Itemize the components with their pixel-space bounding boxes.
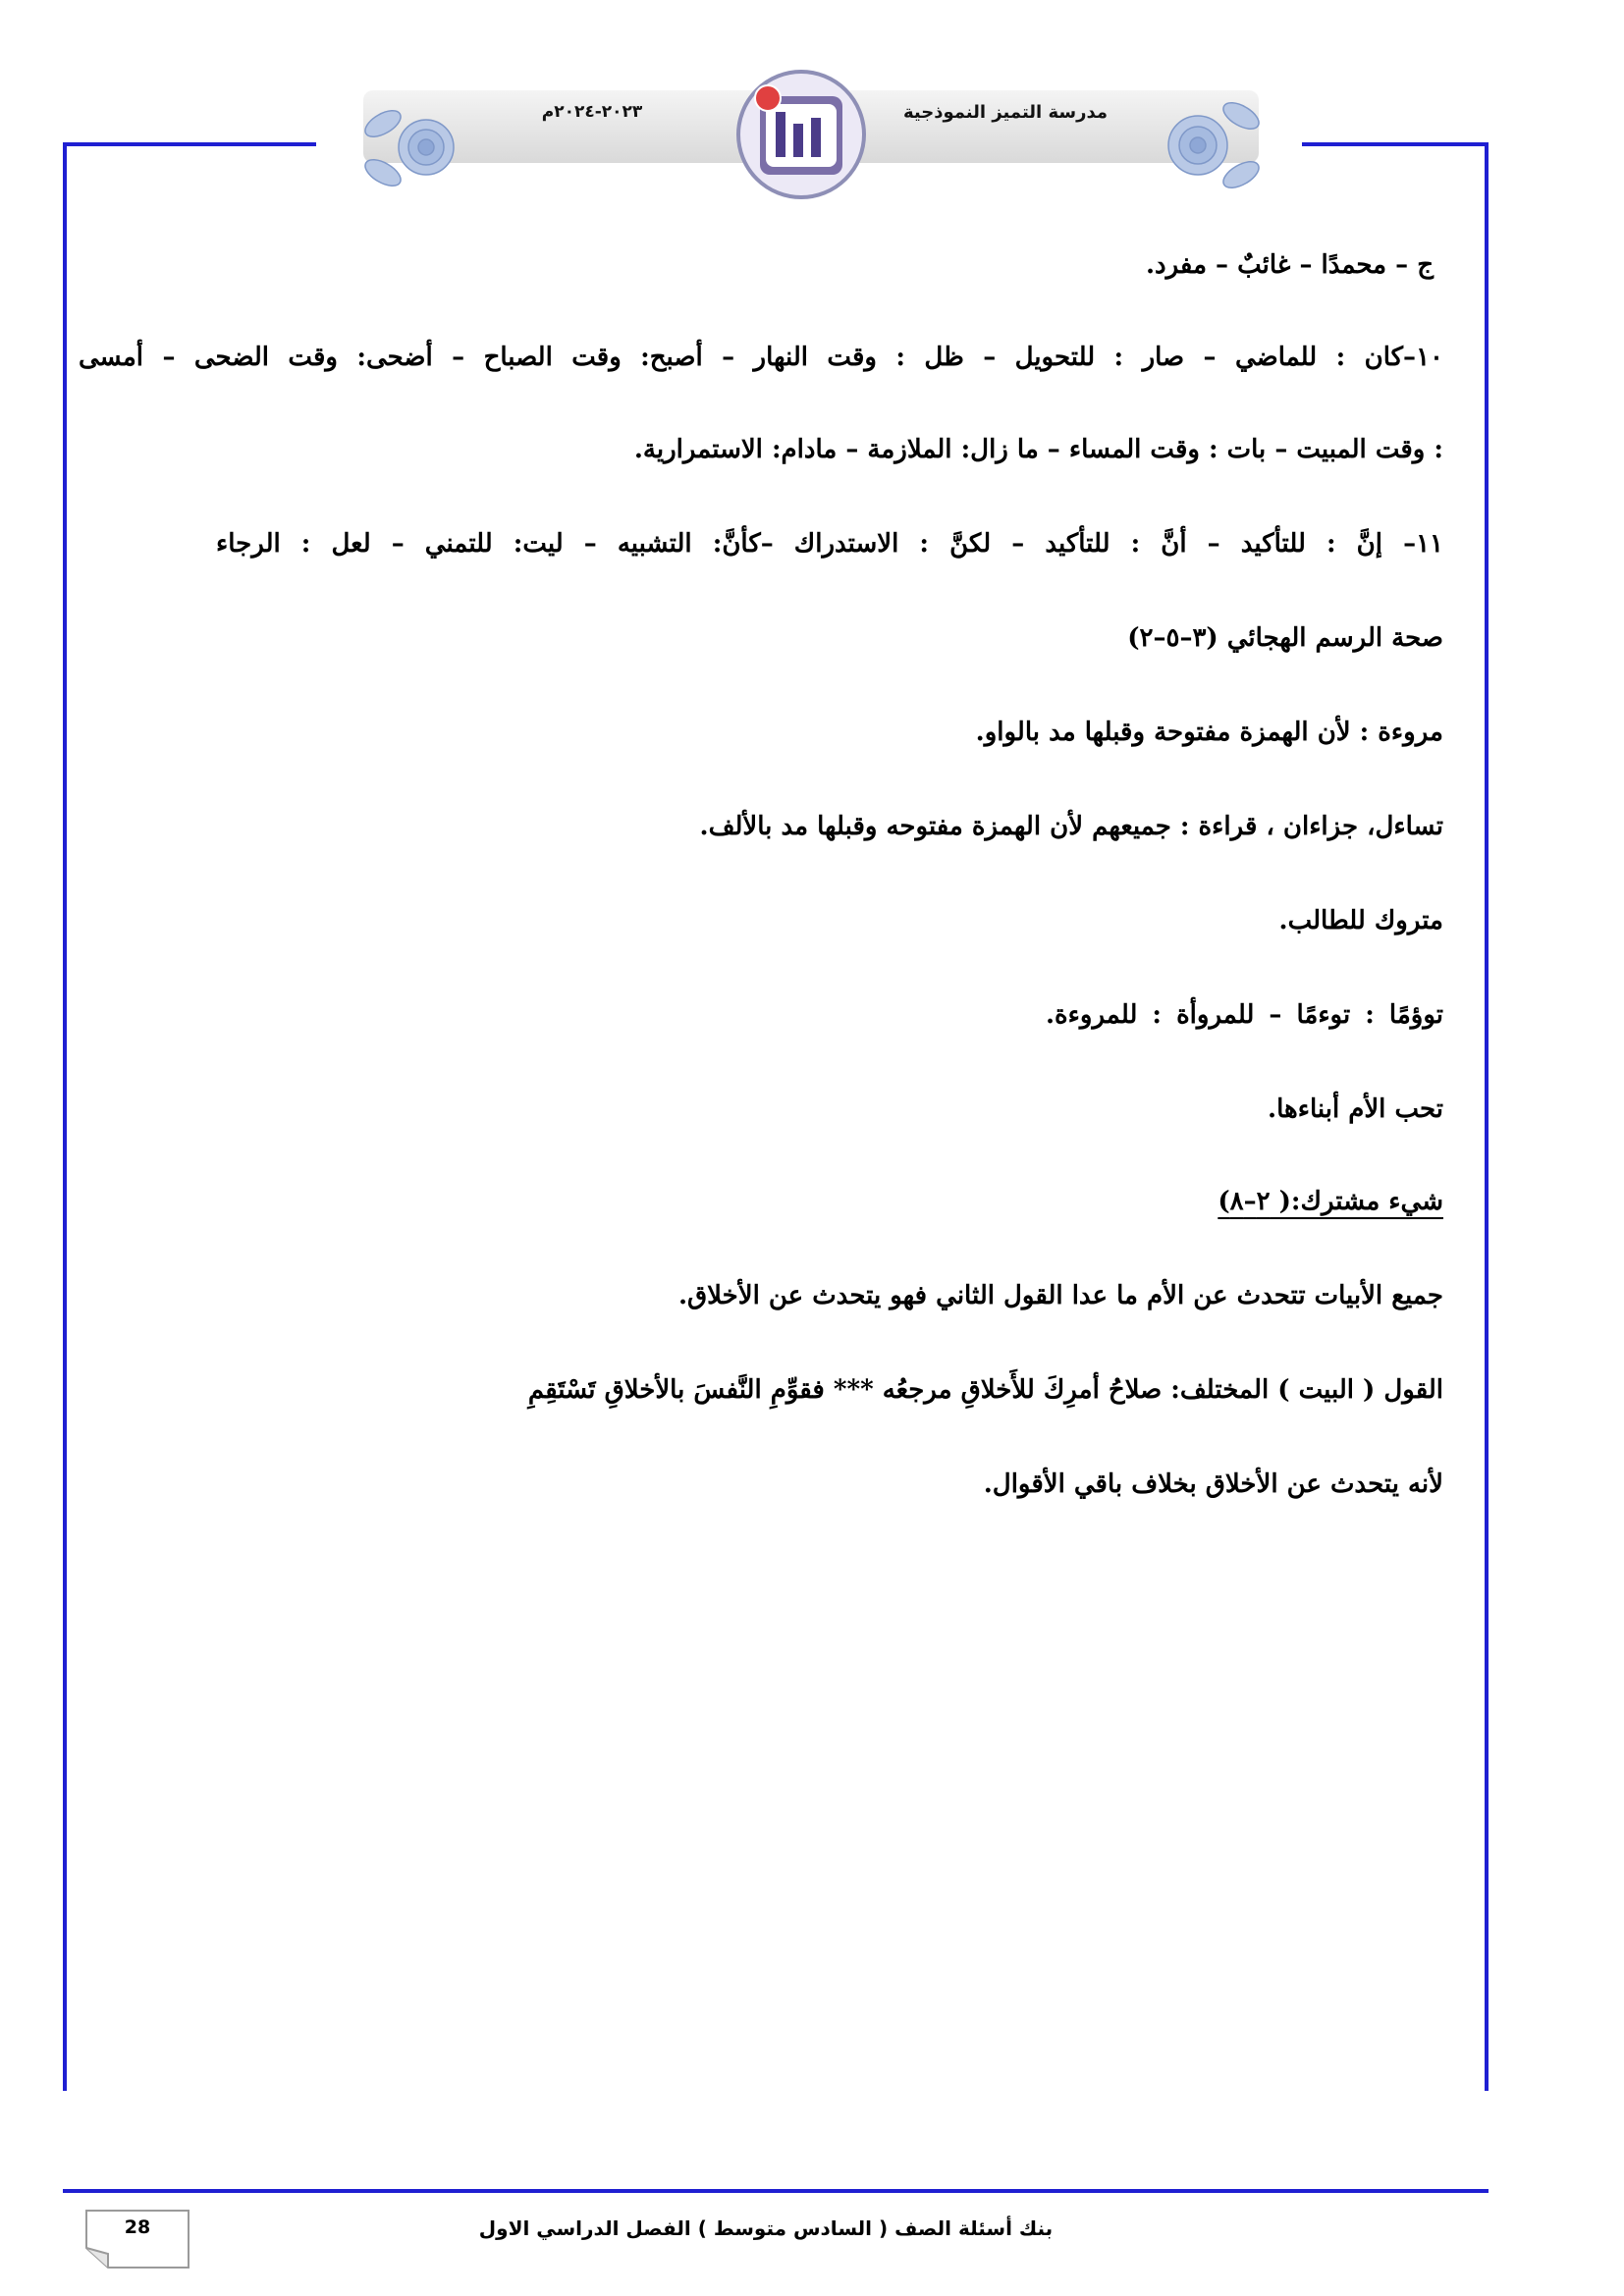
frame-top-right (1302, 142, 1489, 146)
section-heading-spelling: صحة الرسم الهجائي (٣–٥–٢) (1127, 623, 1443, 653)
flower-left-icon (361, 94, 479, 200)
frame-left-border (63, 142, 67, 2091)
frame-right-border (1485, 142, 1489, 2091)
answer-line-14: لأنه يتحدث عن الأخلاق بخلاف باقي الأقوال. (983, 1469, 1443, 1499)
page-number: 28 (124, 2216, 151, 2238)
answer-line-10: تحب الأم أبناءها. (1268, 1095, 1443, 1124)
header-school-name: مدرسة التميز النموذجية (902, 102, 1109, 123)
answer-line-7: تساءل، جزاءان ، قراءة : جميعهم لأن الهمزة مفتوحه وقبلها مد بالألف. (699, 812, 1443, 841)
section-heading-common: شيء مشترك:( ٢–٨) (1218, 1187, 1443, 1216)
answer-line-3: : وقت المبيت – بات : وقت المساء – ما زال: الملازمة – مادام: الاستمرارية. (633, 435, 1443, 464)
answer-line-6: مروءة : لأن الهمزة مفتوحة وقبلها مد بالواو. (975, 718, 1443, 747)
footer-divider (63, 2189, 1489, 2193)
answer-line-13: القول ( البيت ) المختلف: صلاحُ أمرِكَ للأَخلاقِ مرجعُه *** فقوِّمِ النَّفسَ بالأخلاقِ تَسْتَقِمِ (527, 1375, 1443, 1405)
flower-right-icon (1145, 88, 1263, 200)
answer-line-12: جميع الأبيات تتحدث عن الأم ما عدا القول الثاني فهو يتحدث عن الأخلاق. (677, 1281, 1443, 1310)
footer-title: بنك أسئلة الصف ( السادس متوسط ) الفصل الدراسي الاول (478, 2216, 1054, 2240)
answer-line-4: ١١– إنَّ : للتأكيد – أنَّ : للتأكيد – لكنَّ : الاستدراك –كأنَّ: التشبيه – ليت: للتمني – لعل : الرجاء (216, 529, 1444, 559)
header-year: ٢٠٢٣-٢٠٢٤م (541, 102, 643, 122)
answer-line-1: ج – محمدًا – غائبٌ – مفرد. (1145, 250, 1434, 280)
answer-line-9: توؤمًا : توءمًا – للمروأة : للمروءة. (1046, 1000, 1443, 1030)
answer-line-2: ١٠–كان : للماضي – صار : للتحويل – ظل : وقت النهار – أصبح: وقت الصباح – أضحى: وقت الضحى – أمسى (79, 343, 1443, 372)
answer-line-8: متروك للطالب. (1278, 906, 1443, 935)
school-logo (732, 69, 870, 200)
frame-top-left (63, 142, 316, 146)
